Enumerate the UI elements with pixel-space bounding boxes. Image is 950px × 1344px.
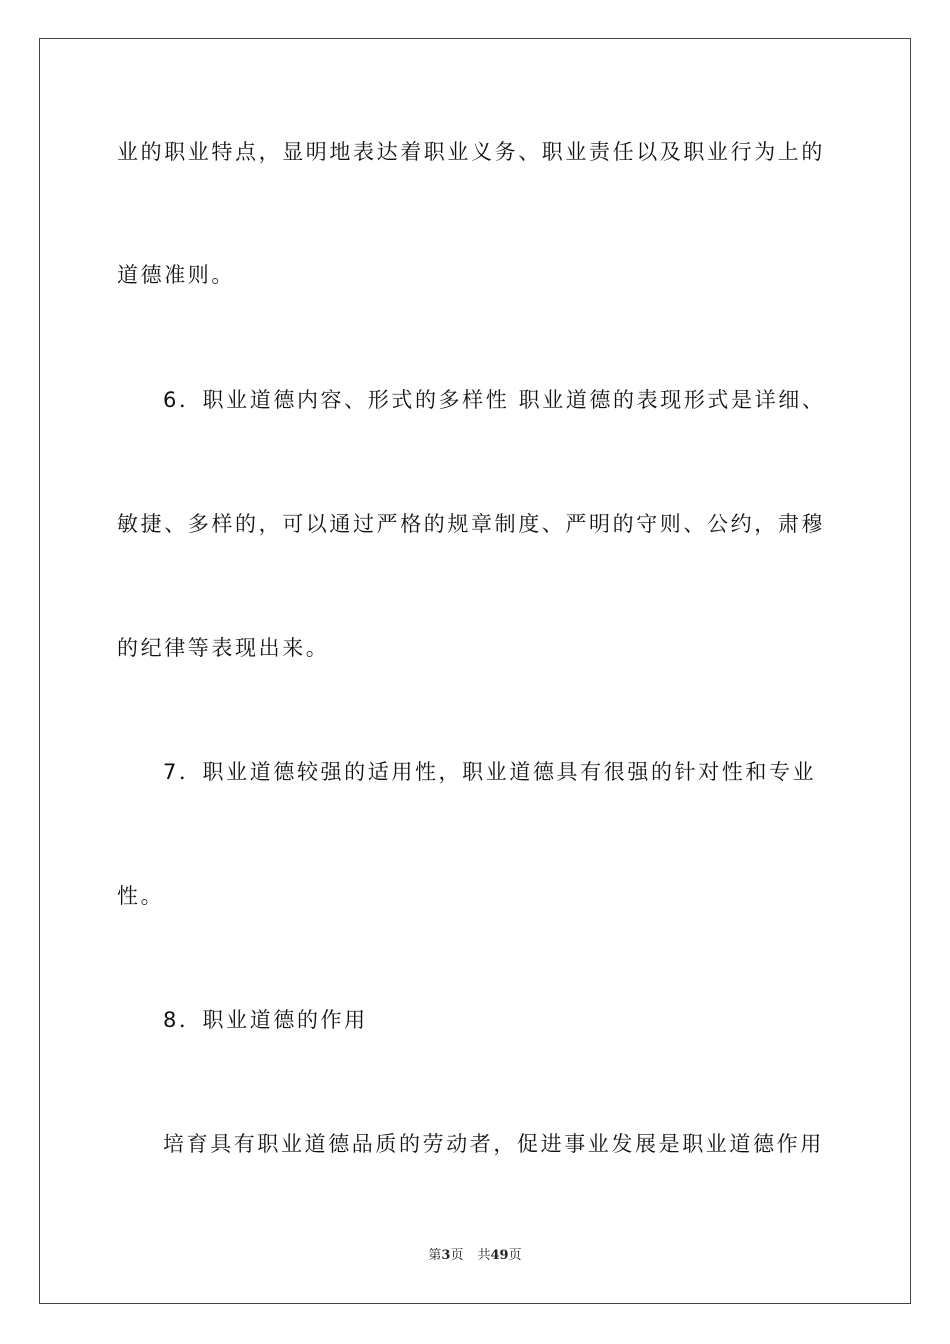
text-line-9: 培育具有职业道德品质的劳动者，促进事业发展是职业道德作用 [163,1132,824,1156]
text-line-4: 敏捷、多样的，可以通过严格的规章制度、严明的守则、公约，肃穆 [117,512,825,536]
page-footer [0,1247,950,1265]
text-line-5: 的纪律等表现出来。 [117,636,330,660]
text-line-3: 6．职业道德内容、形式的多样性 职业道德的表现形式是详细、 [163,388,826,412]
text-line-7: 性。 [117,884,165,908]
text-line-2: 道德准则。 [117,263,235,287]
footer-total-pages: 49 [490,1248,509,1263]
footer-page-prefix: 第 [428,1248,442,1263]
page-border [39,38,911,1304]
footer-page-suffix: 页 [450,1248,464,1263]
text-line-8: 8．职业道德的作用 [163,1008,368,1032]
text-line-1: 业的职业特点，显明地表达着职业义务、职业责任以及职业行为上的 [117,140,825,164]
footer-total-suffix: 页 [508,1248,522,1263]
text-line-6: 7．职业道德较强的适用性，职业道德具有很强的针对性和专业 [163,760,817,784]
footer-total-prefix: 共 [477,1248,491,1263]
footer-page-number: 3 [441,1248,451,1263]
